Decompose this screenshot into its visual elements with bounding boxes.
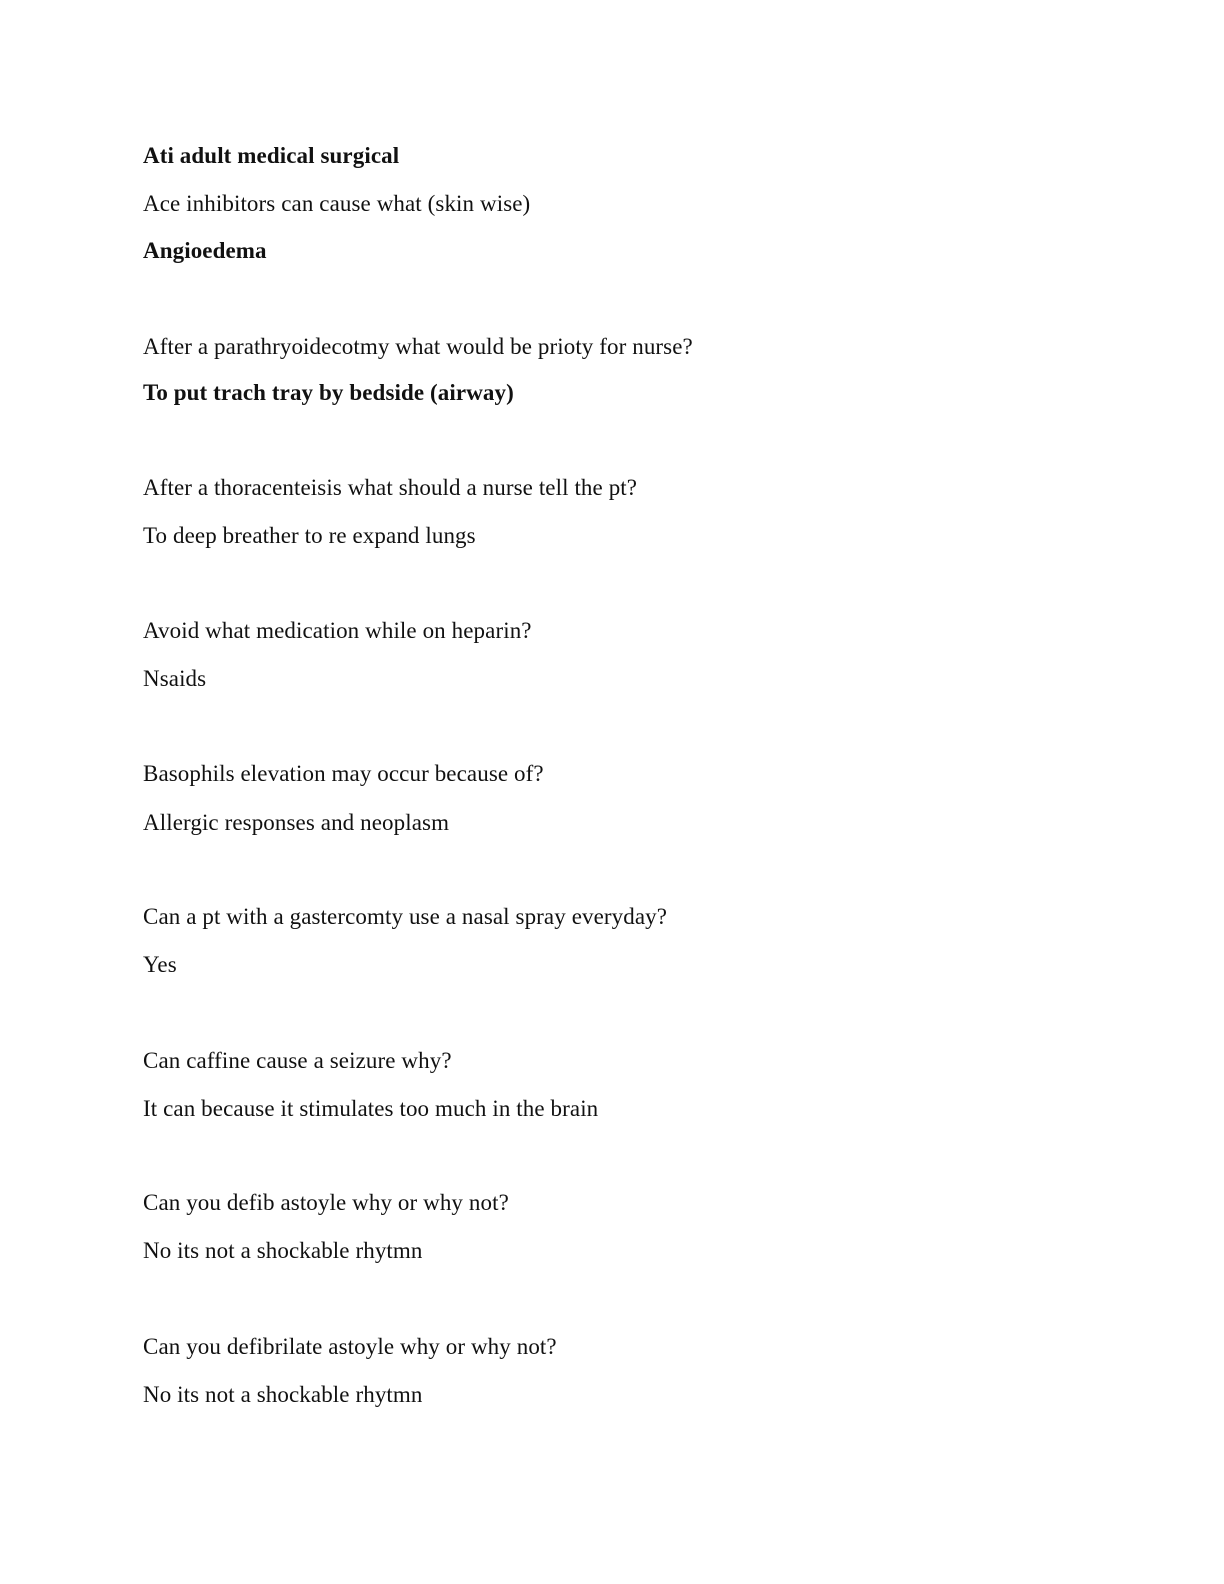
answer-8: No its not a shockable rhytmn <box>143 1238 423 1263</box>
question-9: Can you defibrilate astoyle why or why not? <box>143 1334 557 1359</box>
question-2: After a parathryoidecotmy what would be prioty for nurse? <box>143 334 693 359</box>
question-1: Ace inhibitors can cause what (skin wise) <box>143 191 531 216</box>
answer-5: Allergic responses and neoplasm <box>143 810 450 835</box>
answer-9: No its not a shockable rhytmn <box>143 1382 423 1407</box>
answer-1: Angioedema <box>143 238 267 263</box>
answer-4: Nsaids <box>143 666 207 691</box>
question-5: Basophils elevation may occur because of? <box>143 761 544 786</box>
question-8: Can you defib astoyle why or why not? <box>143 1190 509 1215</box>
answer-7: It can because it stimulates too much in the brain <box>143 1096 599 1121</box>
question-6: Can a pt with a gastercomty use a nasal spray everyday? <box>143 904 668 929</box>
answer-3: To deep breather to re expand lungs <box>143 523 476 548</box>
answer-2: To put trach tray by bedside (airway) <box>143 380 514 405</box>
answer-6: Yes <box>143 952 177 977</box>
question-4: Avoid what medication while on heparin? <box>143 618 532 643</box>
question-7: Can caffine cause a seizure why? <box>143 1048 452 1073</box>
question-3: After a thoracenteisis what should a nurse tell the pt? <box>143 475 638 500</box>
document-title: Ati adult medical surgical <box>143 143 400 168</box>
